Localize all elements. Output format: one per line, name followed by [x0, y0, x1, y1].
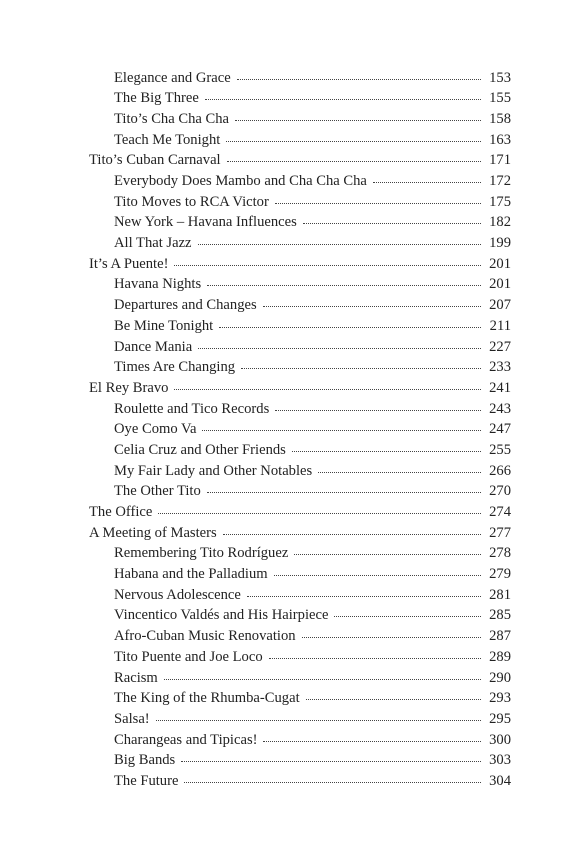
toc-entry-title: Tito’s Cuban Carnaval: [89, 152, 221, 169]
dot-leader: [207, 481, 481, 496]
toc-entry-title: Celia Cruz and Other Friends: [114, 441, 286, 458]
toc-subentry: [89, 605, 511, 626]
dot-leader: [318, 460, 481, 475]
toc-entry-page-number: 201: [489, 255, 511, 272]
toc-entry-page-number: 241: [489, 379, 511, 396]
table-of-contents: [89, 67, 511, 791]
toc-entry-title: The Future: [114, 772, 179, 789]
toc-entry-page-number: 233: [489, 359, 511, 376]
toc-entry-page-number: 158: [489, 110, 511, 127]
toc-entry-page-number: 182: [489, 214, 511, 231]
toc-subentry: [89, 584, 511, 605]
dot-leader: [334, 605, 481, 620]
dot-leader: [181, 750, 481, 765]
toc-entry-page-number: 279: [489, 566, 511, 583]
toc-entry-page-number: 304: [489, 772, 511, 789]
dot-leader: [294, 543, 481, 558]
toc-entry-page-number: 207: [489, 297, 511, 314]
toc-entry-title: It’s A Puente!: [89, 255, 169, 272]
dot-leader: [202, 419, 481, 434]
toc-subentry: [89, 398, 511, 419]
toc-entry-page-number: 153: [489, 69, 511, 86]
toc-entry-page-number: 255: [489, 441, 511, 458]
toc-subentry: [89, 460, 511, 481]
toc-entry-page-number: 270: [489, 483, 511, 500]
dot-leader: [263, 729, 481, 744]
toc-entry-page-number: 287: [489, 628, 511, 645]
dot-leader: [174, 377, 481, 392]
toc-subentry: [89, 67, 511, 88]
toc-entry-title: Tito Moves to RCA Victor: [114, 193, 269, 210]
toc-entry-page-number: 211: [489, 317, 511, 334]
toc-entry-title: All That Jazz: [114, 235, 192, 252]
dot-leader: [237, 67, 481, 82]
toc-subentry: [89, 543, 511, 564]
toc-entry-title: Nervous Adolescence: [114, 586, 241, 603]
dot-leader: [226, 129, 481, 144]
toc-subentry: [89, 564, 511, 585]
dot-leader: [184, 770, 481, 785]
dot-leader: [247, 584, 481, 599]
toc-chapter-entry: [89, 150, 511, 171]
toc-subentry: [89, 191, 511, 212]
dot-leader: [198, 233, 481, 248]
dot-leader: [207, 274, 481, 289]
dot-leader: [198, 336, 481, 351]
toc-entry-title: The Other Tito: [114, 483, 201, 500]
dot-leader: [205, 88, 481, 103]
toc-subentry: [89, 357, 511, 378]
toc-subentry: [89, 295, 511, 316]
dot-leader: [275, 191, 481, 206]
dot-leader: [235, 108, 481, 123]
toc-entry-title: Havana Nights: [114, 276, 202, 293]
toc-subentry: [89, 274, 511, 295]
toc-entry-title: The Office: [89, 504, 153, 521]
toc-subentry: [89, 770, 511, 791]
toc-entry-title: Elegance and Grace: [114, 69, 231, 86]
toc-chapter-entry: [89, 522, 511, 543]
toc-entry-page-number: 281: [489, 586, 511, 603]
toc-entry-title: Everybody Does Mambo and Cha Cha Cha: [114, 173, 367, 190]
toc-entry-title: Oye Como Va: [114, 421, 197, 438]
toc-entry-page-number: 171: [489, 152, 511, 169]
toc-entry-title: My Fair Lady and Other Notables: [114, 462, 313, 479]
toc-entry-page-number: 289: [489, 648, 511, 665]
toc-entry-page-number: 155: [489, 90, 511, 107]
toc-entry-page-number: 295: [489, 710, 511, 727]
toc-entry-title: Charangeas and Tipicas!: [114, 731, 258, 748]
toc-entry-title: Teach Me Tonight: [114, 131, 221, 148]
toc-entry-page-number: 277: [489, 524, 511, 541]
dot-leader: [269, 646, 481, 661]
toc-entry-page-number: 227: [489, 338, 511, 355]
toc-chapter-entry: [89, 253, 511, 274]
toc-entry-title: Habana and the Palladium: [114, 566, 268, 583]
toc-subentry: [89, 108, 511, 129]
dot-leader: [302, 626, 481, 641]
dot-leader: [306, 688, 481, 703]
toc-entry-page-number: 290: [489, 669, 511, 686]
dot-leader: [164, 667, 481, 682]
toc-entry-page-number: 274: [489, 504, 511, 521]
toc-subentry: [89, 315, 511, 336]
toc-entry-page-number: 266: [489, 462, 511, 479]
toc-entry-title: Big Bands: [114, 752, 176, 769]
dot-leader: [303, 212, 481, 227]
toc-entry-title: Vincentico Valdés and His Hairpiece: [114, 607, 329, 624]
toc-entry-title: Racism: [114, 669, 158, 686]
dot-leader: [241, 357, 481, 372]
toc-subentry: [89, 481, 511, 502]
toc-entry-page-number: 247: [489, 421, 511, 438]
toc-subentry: [89, 708, 511, 729]
toc-entry-page-number: 172: [489, 173, 511, 190]
toc-subentry: [89, 88, 511, 109]
toc-subentry: [89, 212, 511, 233]
toc-entry-title: Tito Puente and Joe Loco: [114, 648, 263, 665]
toc-subentry: [89, 129, 511, 150]
toc-entry-title: El Rey Bravo: [89, 379, 169, 396]
toc-subentry: [89, 170, 511, 191]
toc-entry-title: The Big Three: [114, 90, 199, 107]
toc-entry-page-number: 293: [489, 690, 511, 707]
toc-subentry: [89, 646, 511, 667]
toc-subentry: [89, 439, 511, 460]
dot-leader: [263, 295, 481, 310]
toc-entry-title: The King of the Rhumba-Cugat: [114, 690, 300, 707]
toc-subentry: [89, 419, 511, 440]
dot-leader: [174, 253, 481, 268]
dot-leader: [219, 315, 481, 330]
toc-entry-title: Afro-Cuban Music Renovation: [114, 628, 296, 645]
toc-entry-title: Departures and Changes: [114, 297, 257, 314]
toc-chapter-entry: [89, 377, 511, 398]
toc-subentry: [89, 688, 511, 709]
toc-subentry: [89, 729, 511, 750]
toc-entry-title: Salsa!: [114, 710, 150, 727]
dot-leader: [156, 708, 481, 723]
toc-subentry: [89, 626, 511, 647]
dot-leader: [274, 564, 481, 579]
toc-entry-title: A Meeting of Masters: [89, 524, 217, 541]
dot-leader: [227, 150, 481, 165]
toc-entry-title: Tito’s Cha Cha Cha: [114, 110, 230, 127]
toc-entry-page-number: 175: [489, 193, 511, 210]
toc-entry-page-number: 300: [489, 731, 511, 748]
toc-entry-page-number: 285: [489, 607, 511, 624]
toc-entry-title: Times Are Changing: [114, 359, 236, 376]
dot-leader: [223, 522, 481, 537]
toc-entry-title: Be Mine Tonight: [114, 317, 214, 334]
toc-subentry: [89, 750, 511, 771]
toc-entry-page-number: 163: [489, 131, 511, 148]
toc-entry-page-number: 303: [489, 752, 511, 769]
toc-entry-page-number: 278: [489, 545, 511, 562]
toc-subentry: [89, 233, 511, 254]
dot-leader: [275, 398, 481, 413]
dot-leader: [158, 501, 481, 516]
toc-entry-title: New York – Havana Influences: [114, 214, 297, 231]
toc-entry-title: Roulette and Tico Records: [114, 400, 270, 417]
toc-entry-page-number: 201: [489, 276, 511, 293]
dot-leader: [373, 170, 481, 185]
toc-entry-page-number: 199: [489, 235, 511, 252]
dot-leader: [292, 439, 481, 454]
toc-subentry: [89, 336, 511, 357]
toc-entry-page-number: 243: [489, 400, 511, 417]
toc-entry-title: Dance Mania: [114, 338, 193, 355]
toc-subentry: [89, 667, 511, 688]
toc-chapter-entry: [89, 501, 511, 522]
toc-entry-title: Remembering Tito Rodríguez: [114, 545, 289, 562]
